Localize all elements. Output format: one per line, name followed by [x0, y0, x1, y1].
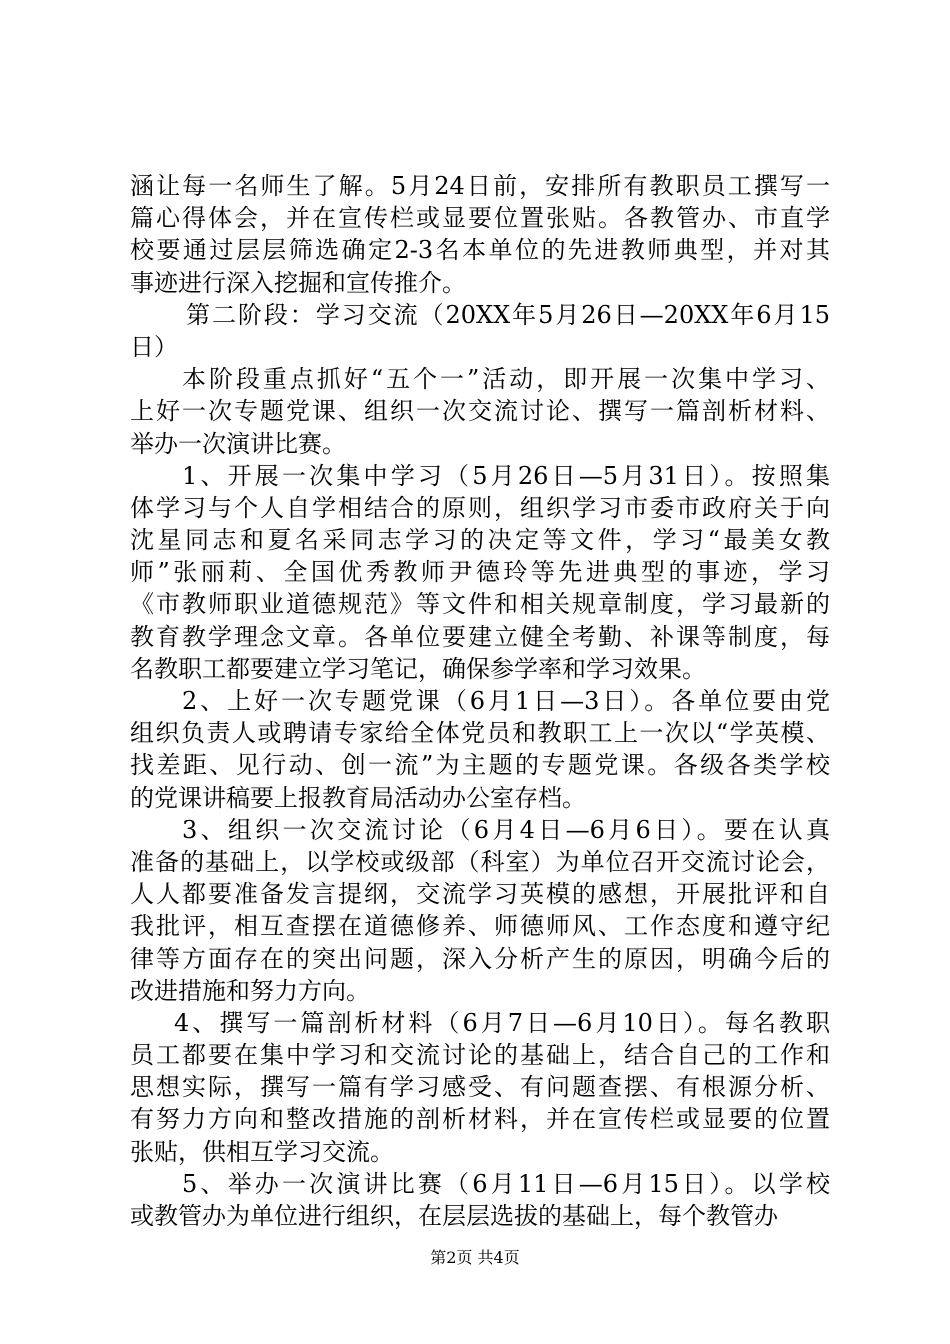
text-line: 或教管办为单位进行组织，在层层选拔的基础上，每个教管办	[130, 1202, 778, 1230]
text-line: 张贴，供相互学习交流。	[130, 1137, 394, 1166]
text-line: 本阶段重点抓好“五个一”活动，即开展一次集中学习、	[182, 365, 830, 394]
paragraph	[130, 460, 830, 685]
text-line: 找差距、见行动、创一流”为主题的专题党课。各级各类学校	[130, 751, 830, 780]
text-line: 3、组织一次交流讨论（6月4日—6月6日）。要在认真	[182, 815, 830, 844]
text-line: 人人都要准备发言提纲，交流学习英模的感想，开展批评和自	[130, 880, 830, 909]
text-line: 有努力方向和整改措施的剖析材料，并在宣传栏或显要的位置	[130, 1105, 830, 1134]
paragraph	[130, 814, 830, 1007]
text-line: 篇心得体会，并在宣传栏或显要位置张贴。各教管办、市直学	[130, 204, 830, 233]
text-line: 员工都要在集中学习和交流讨论的基础上，结合自己的工作和	[130, 1041, 830, 1070]
text-line: 思想实际，撰写一篇有学习感受、有问题查摆、有根源分析、	[130, 1073, 830, 1102]
paragraph	[130, 1168, 830, 1232]
document-body	[130, 170, 830, 1232]
paragraph	[130, 363, 830, 460]
text-line: 律等方面存在的突出问题，深入分析产生的原因，明确今后的	[130, 944, 830, 973]
paragraph	[130, 685, 830, 814]
text-line: 2、上好一次专题党课（6月1日—3日）。各单位要由党	[182, 687, 830, 715]
text-line: 教育教学理念文章。各单位要建立健全考勤、补课等制度，每	[130, 622, 830, 651]
text-line: 举办一次演讲比赛。	[130, 429, 346, 458]
text-line: 5、举办一次演讲比赛（6月11日—6月15日）。以学校	[182, 1169, 830, 1198]
text-line: 组织负责人或聘请专家给全体党员和教职工上一次以“学英模、	[130, 719, 830, 748]
text-line: 名教职工都要建立学习笔记，确保参学率和学习效果。	[130, 654, 706, 683]
text-line: 上好一次专题党课、组织一次交流讨论、撰写一篇剖析材料、	[130, 397, 830, 426]
paragraph	[130, 170, 830, 299]
text-line: 1、开展一次集中学习（5月26日—5月31日）。按照集	[182, 461, 830, 490]
text-line: 准备的基础上，以学校或级部（科室）为单位召开交流讨论会，	[130, 847, 830, 876]
text-line: 校要通过层层筛选确定2-3名本单位的先进教师典型，并对其	[130, 236, 830, 265]
text-line: 沈星同志和夏名采同志学习的决定等文件，学习“最美女教	[130, 526, 830, 555]
text-line: 4、撰写一篇剖析材料（6月7日—6月10日）。每名教职	[174, 1008, 830, 1037]
text-line: 第二阶段：学习交流（20XX年5月26日—20XX年6月15	[186, 300, 830, 329]
text-line: 的党课讲稿要上报教育局活动办公室存档。	[130, 783, 586, 812]
text-line: 日）	[130, 332, 178, 361]
text-line: 体学习与个人自学相结合的原则，组织学习市委市政府关于向	[130, 493, 830, 522]
paragraph	[130, 299, 830, 363]
text-line: 《市教师职业道德规范》等文件和相关规章制度，学习最新的	[130, 590, 830, 619]
text-line: 师”张丽莉、全国优秀教师尹德玲等先进典型的事迹，学习	[130, 558, 830, 587]
paragraph	[130, 1007, 830, 1168]
text-line: 事迹进行深入挖掘和宣传推介。	[130, 268, 466, 297]
text-line: 改进措施和努力方向。	[130, 976, 370, 1005]
text-line: 涵让每一名师生了解。5月24日前，安排所有教职员工撰写一	[130, 172, 830, 200]
text-line: 我批评，相互查摆在道德修养、师德师风、工作态度和遵守纪	[130, 912, 830, 941]
page-footer: 第2页 共4页	[430, 1248, 520, 1267]
